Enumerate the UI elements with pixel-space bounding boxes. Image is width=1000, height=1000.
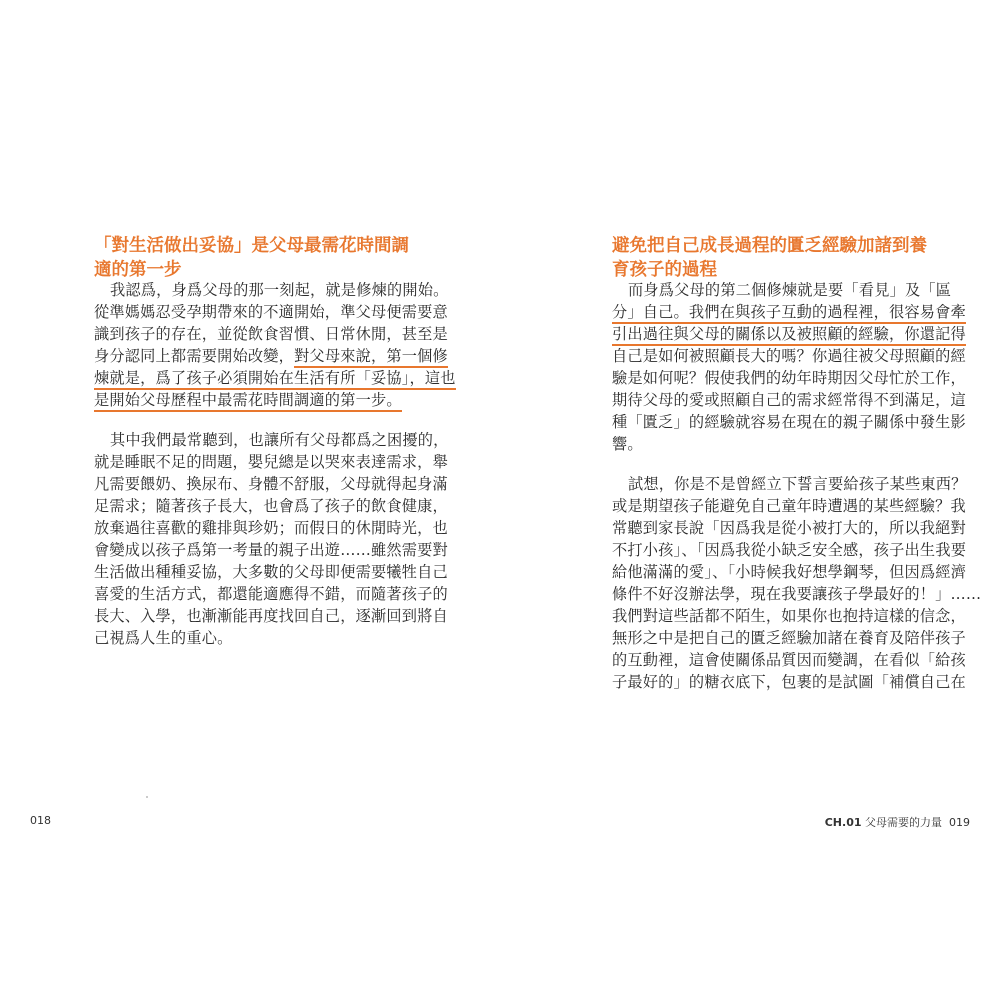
right-line-5: 驗是如何呢？假使我們的幼年時期因父母忙於工作， — [612, 369, 966, 387]
left-line-9: 凡需要餵奶、換尿布、身體不舒服，父母就得起身滿 — [94, 475, 448, 493]
right-underline-1: 分」自己。我們在與孩子互動的過程裡，很容易會牽 — [612, 303, 966, 324]
right-line-2 — [612, 302, 966, 322]
right-line-12: 不打小孩」、「因爲我從小缺乏安全感，孩子出生我要 — [612, 541, 967, 559]
right-page — [500, 0, 1000, 1000]
right-line-14: 條件不好沒辦法學，現在我要讓孩子學最好的！」…… — [612, 585, 982, 603]
left-section-heading: 「對生活做出妥協」是父母最需花時間調適的第一步 — [94, 236, 409, 280]
chapter-label: CH.01 — [824, 816, 862, 829]
right-underline-2: 引出過往與父母的關係以及被照顧的經驗，你還記得 — [612, 325, 966, 346]
right-line-16: 無形之中是把自己的匱乏經驗加諸在養育及陪伴孩子 — [612, 629, 966, 647]
right-line-8: 響。 — [612, 435, 643, 453]
right-line-9: 試想，你是不是曾經立下誓言要給孩子某些東西？ — [628, 475, 967, 493]
right-line-7: 種「匱乏」的經驗就容易在現在的親子關係中發生影 — [612, 413, 966, 431]
left-line-2: 從準媽媽忍受孕期帶來的不適開始，準父母便需要意 — [94, 303, 448, 321]
right-line-4: 自己是如何被照顧長大的嗎？你過往被父母照顧的經 — [612, 347, 966, 365]
left-underline-end: 是開始父母歷程中最需花時間調適的第一步。 — [94, 391, 402, 412]
left-line-4 — [94, 346, 448, 366]
right-line-15: 我們對這些話都不陌生，如果你也抱持這樣的信念， — [612, 607, 966, 625]
right-line-6: 期待父母的愛或照顧自己的需求經常得不到滿足，這 — [612, 391, 966, 409]
right-page-number: 019 — [949, 816, 970, 829]
left-line-4-plain: 身分認同上都需要開始改變， — [94, 347, 295, 365]
right-section-heading: 避免把自己成長過程的匱乏經驗加諸到養育孩子的過程 — [612, 236, 927, 280]
left-line-12: 會變成以孩子爲第一考量的親子出遊……雖然需要對 — [94, 541, 448, 559]
chapter-title: 父母需要的力量 — [865, 816, 942, 829]
left-line-6 — [94, 390, 402, 410]
left-line-1: 我認爲，身爲父母的那一刻起，就是修煉的開始。 — [110, 281, 449, 299]
left-line-3: 識到孩子的存在，並從飲食習慣、日常休閒，甚至是 — [94, 325, 448, 343]
left-underline-start: 對父母來說，第一個修 — [294, 347, 448, 368]
left-line-15: 長大、入學，也漸漸能再度找回自己，逐漸回到將自 — [94, 607, 448, 625]
right-line-18: 子最好的」的糖衣底下，包裹的是試圖「補償自己在 — [612, 673, 966, 691]
right-line-13: 給他滿滿的愛」、「小時候我好想學鋼琴，但因爲經濟 — [612, 563, 967, 581]
right-folio — [825, 814, 970, 830]
stray-dot — [146, 796, 148, 798]
left-line-16: 己視爲人生的重心。 — [94, 629, 233, 647]
left-page-number: 018 — [30, 814, 51, 827]
right-line-17: 的互動裡，這會使關係品質因而變調，在看似「給孩 — [612, 651, 966, 669]
left-line-5 — [94, 368, 456, 388]
left-line-11: 放棄過往喜歡的雞排與珍奶；而假日的休閒時光，也 — [94, 519, 448, 537]
left-underline-mid: 煉就是，爲了孩子必須開始在生活有所「妥協」，這也 — [94, 369, 456, 390]
left-line-13: 生活做出種種妥協，大多數的父母即便需要犧牲自己 — [94, 563, 448, 581]
left-line-10: 足需求；隨著孩子長大，也會爲了孩子的飲食健康， — [94, 497, 448, 515]
right-line-1: 而身爲父母的第二個修煉就是要「看見」及「區 — [628, 281, 952, 299]
left-line-8: 就是睡眠不足的問題，嬰兒總是以哭來表達需求，舉 — [94, 453, 448, 471]
right-line-11: 常聽到家長說「因爲我是從小被打大的，所以我絕對 — [612, 519, 966, 537]
left-line-14: 喜愛的生活方式，都還能適應得不錯，而隨著孩子的 — [94, 585, 448, 603]
right-line-3 — [612, 324, 966, 344]
left-line-7: 其中我們最常聽到，也讓所有父母都爲之困擾的， — [110, 431, 449, 449]
right-line-10: 或是期望孩子能避免自己童年時遭遇的某些經驗？我 — [612, 497, 966, 515]
